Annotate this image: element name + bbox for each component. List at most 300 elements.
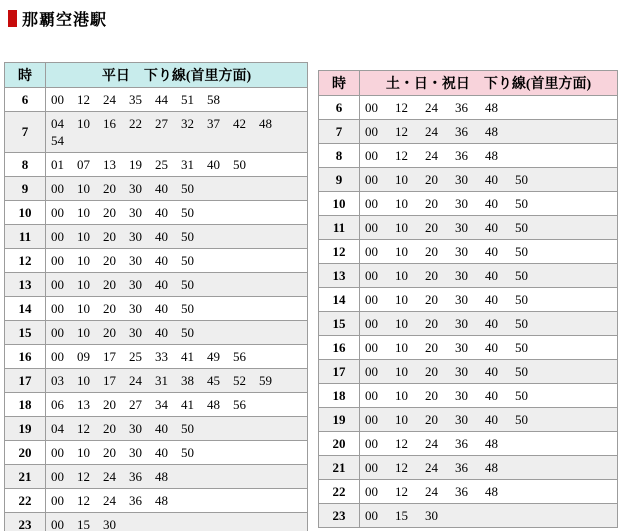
hour-cell: 23 xyxy=(5,513,46,531)
minute-value: 10 xyxy=(77,301,90,316)
table-row xyxy=(319,264,618,288)
minute-value: 00 xyxy=(51,205,64,220)
minute-value: 00 xyxy=(365,364,378,379)
table-row xyxy=(319,120,618,144)
minutes-cell xyxy=(46,88,308,112)
minute-value: 48 xyxy=(259,116,272,131)
table-row xyxy=(319,480,618,504)
minute-value: 20 xyxy=(103,205,116,220)
minutes-cell xyxy=(46,249,308,273)
minute-value: 12 xyxy=(395,436,408,451)
minute-value: 36 xyxy=(129,469,142,484)
hour-column-header: 時 xyxy=(319,71,360,96)
minute-value: 24 xyxy=(425,148,438,163)
minute-value: 10 xyxy=(395,292,408,307)
minutes-cell xyxy=(46,201,308,225)
minute-value: 48 xyxy=(485,460,498,475)
title-marker-icon xyxy=(8,10,17,27)
minute-value: 50 xyxy=(181,205,194,220)
hour-cell: 23 xyxy=(319,504,360,528)
minute-value: 30 xyxy=(129,445,142,460)
minute-value: 13 xyxy=(77,397,90,412)
minute-value: 00 xyxy=(51,181,64,196)
minute-value: 20 xyxy=(425,388,438,403)
minute-value: 48 xyxy=(155,493,168,508)
minute-value: 12 xyxy=(77,421,90,436)
table-row xyxy=(5,345,308,369)
minutes-cell xyxy=(360,504,618,528)
minute-value: 10 xyxy=(77,253,90,268)
minute-value: 20 xyxy=(103,445,116,460)
minute-value: 20 xyxy=(103,253,116,268)
minutes-cell xyxy=(46,393,308,417)
minute-value: 32 xyxy=(181,116,194,131)
station-title: 那覇空港駅 xyxy=(22,12,108,29)
minute-value: 24 xyxy=(103,469,116,484)
minute-value: 04 xyxy=(51,116,64,131)
minute-value: 54 xyxy=(51,133,64,148)
minute-value: 24 xyxy=(103,493,116,508)
hour-cell: 19 xyxy=(5,417,46,441)
hour-cell: 14 xyxy=(319,288,360,312)
minutes-cell xyxy=(360,312,618,336)
hour-column-header: 時 xyxy=(5,63,46,88)
minute-value: 48 xyxy=(155,469,168,484)
table-row xyxy=(5,177,308,201)
minute-value: 12 xyxy=(395,484,408,499)
table-row xyxy=(5,273,308,297)
minute-value: 10 xyxy=(395,388,408,403)
minute-value: 24 xyxy=(425,124,438,139)
table-row xyxy=(319,96,618,120)
minute-value: 00 xyxy=(365,148,378,163)
minute-value: 31 xyxy=(181,157,194,172)
minute-value: 40 xyxy=(155,229,168,244)
minute-value: 30 xyxy=(129,205,142,220)
hour-cell: 11 xyxy=(5,225,46,249)
minute-value: 36 xyxy=(455,484,468,499)
minute-value: 10 xyxy=(395,364,408,379)
minute-value: 00 xyxy=(365,316,378,331)
hour-cell: 19 xyxy=(319,408,360,432)
table-row xyxy=(5,465,308,489)
minutes-cell xyxy=(46,112,308,153)
minute-value: 27 xyxy=(155,116,168,131)
minute-value: 27 xyxy=(129,397,142,412)
holiday-header-row xyxy=(319,71,618,96)
table-row xyxy=(319,384,618,408)
minute-value: 00 xyxy=(51,517,64,531)
minute-value: 36 xyxy=(455,124,468,139)
minute-value: 59 xyxy=(259,373,272,388)
minute-value: 20 xyxy=(425,196,438,211)
table-row xyxy=(5,201,308,225)
table-row xyxy=(319,504,618,528)
table-row xyxy=(319,288,618,312)
minute-value: 16 xyxy=(103,116,116,131)
minute-value: 30 xyxy=(129,325,142,340)
minute-value: 40 xyxy=(485,172,498,187)
minute-value: 24 xyxy=(425,460,438,475)
table-row xyxy=(5,249,308,273)
minute-value: 40 xyxy=(155,421,168,436)
minute-value: 50 xyxy=(515,292,528,307)
minute-value: 10 xyxy=(77,116,90,131)
minute-value: 10 xyxy=(77,277,90,292)
minute-value: 24 xyxy=(103,92,116,107)
table-row xyxy=(5,417,308,441)
minute-value: 00 xyxy=(365,412,378,427)
table-row xyxy=(319,168,618,192)
table-row xyxy=(5,489,308,513)
minute-value: 00 xyxy=(365,460,378,475)
hour-cell: 9 xyxy=(319,168,360,192)
minute-value: 50 xyxy=(181,301,194,316)
minute-value: 25 xyxy=(129,349,142,364)
minute-value: 20 xyxy=(103,325,116,340)
minute-value: 40 xyxy=(485,220,498,235)
minutes-cell xyxy=(360,192,618,216)
hour-cell: 22 xyxy=(5,489,46,513)
minute-value: 22 xyxy=(129,116,142,131)
minute-value: 07 xyxy=(77,157,90,172)
minute-value: 30 xyxy=(455,340,468,355)
minutes-cell xyxy=(360,264,618,288)
holiday-table-body xyxy=(319,96,618,528)
hour-cell: 13 xyxy=(5,273,46,297)
minutes-cell xyxy=(46,345,308,369)
table-row xyxy=(319,336,618,360)
holiday-table-title: 土・日・祝日 下り線(首里方面) xyxy=(360,71,618,96)
minute-value: 48 xyxy=(207,397,220,412)
table-row xyxy=(319,240,618,264)
minute-value: 52 xyxy=(233,373,246,388)
minute-value: 00 xyxy=(51,469,64,484)
minutes-cell xyxy=(46,369,308,393)
holiday-timetable xyxy=(318,70,618,528)
minute-value: 50 xyxy=(181,421,194,436)
hour-cell: 20 xyxy=(5,441,46,465)
minute-value: 38 xyxy=(181,373,194,388)
minutes-cell xyxy=(360,144,618,168)
hour-cell: 20 xyxy=(319,432,360,456)
minute-value: 00 xyxy=(365,508,378,523)
minute-value: 12 xyxy=(395,124,408,139)
minutes-cell xyxy=(360,336,618,360)
minute-value: 00 xyxy=(365,340,378,355)
minute-value: 00 xyxy=(365,124,378,139)
minutes-cell xyxy=(360,168,618,192)
minute-value: 42 xyxy=(233,116,246,131)
minute-value: 00 xyxy=(51,229,64,244)
minute-value: 20 xyxy=(425,364,438,379)
minute-value: 10 xyxy=(77,205,90,220)
hour-cell: 13 xyxy=(319,264,360,288)
minute-value: 00 xyxy=(51,301,64,316)
minute-value: 17 xyxy=(103,373,116,388)
minute-value: 12 xyxy=(77,493,90,508)
minute-value: 50 xyxy=(515,268,528,283)
hour-cell: 10 xyxy=(5,201,46,225)
minute-value: 30 xyxy=(129,301,142,316)
table-row xyxy=(319,432,618,456)
minute-value: 30 xyxy=(103,517,116,531)
minute-value: 24 xyxy=(425,436,438,451)
minute-value: 10 xyxy=(395,316,408,331)
minute-value: 00 xyxy=(365,220,378,235)
minute-value: 40 xyxy=(485,340,498,355)
minute-value: 10 xyxy=(395,172,408,187)
minute-value: 25 xyxy=(155,157,168,172)
minute-value: 30 xyxy=(455,316,468,331)
minute-value: 50 xyxy=(515,196,528,211)
hour-cell: 8 xyxy=(319,144,360,168)
minute-value: 24 xyxy=(425,100,438,115)
minute-value: 50 xyxy=(515,244,528,259)
minute-value: 20 xyxy=(425,172,438,187)
minute-value: 20 xyxy=(425,412,438,427)
minutes-cell xyxy=(46,489,308,513)
minute-value: 37 xyxy=(207,116,220,131)
minute-value: 50 xyxy=(181,181,194,196)
hour-cell: 16 xyxy=(319,336,360,360)
minute-value: 50 xyxy=(181,445,194,460)
minute-value: 20 xyxy=(103,397,116,412)
minute-value: 30 xyxy=(455,412,468,427)
hour-cell: 12 xyxy=(319,240,360,264)
minutes-cell xyxy=(46,273,308,297)
minute-value: 06 xyxy=(51,397,64,412)
minutes-cell xyxy=(46,177,308,201)
hour-cell: 12 xyxy=(5,249,46,273)
table-row xyxy=(319,312,618,336)
minute-value: 12 xyxy=(77,92,90,107)
minute-value: 30 xyxy=(455,172,468,187)
table-row xyxy=(5,225,308,249)
minutes-cell xyxy=(46,225,308,249)
hour-cell: 10 xyxy=(319,192,360,216)
minute-value: 48 xyxy=(485,148,498,163)
hour-cell: 15 xyxy=(5,321,46,345)
minute-value: 15 xyxy=(77,517,90,531)
minute-value: 40 xyxy=(155,181,168,196)
minute-value: 10 xyxy=(395,196,408,211)
minute-value: 20 xyxy=(103,421,116,436)
weekday-table-title: 平日 下り線(首里方面) xyxy=(46,63,308,88)
minute-value: 00 xyxy=(51,92,64,107)
minute-value: 40 xyxy=(485,388,498,403)
minute-value: 00 xyxy=(51,493,64,508)
minute-value: 36 xyxy=(455,436,468,451)
minute-value: 36 xyxy=(455,460,468,475)
minute-value: 40 xyxy=(485,244,498,259)
minute-value: 00 xyxy=(51,253,64,268)
minute-value: 10 xyxy=(395,220,408,235)
minutes-cell xyxy=(360,456,618,480)
minutes-cell xyxy=(46,417,308,441)
minute-value: 20 xyxy=(425,340,438,355)
minute-value: 40 xyxy=(485,364,498,379)
minute-value: 10 xyxy=(395,412,408,427)
table-row xyxy=(319,216,618,240)
minute-value: 40 xyxy=(485,292,498,307)
minute-value: 10 xyxy=(77,229,90,244)
minutes-cell xyxy=(360,288,618,312)
minute-value: 12 xyxy=(395,460,408,475)
table-row xyxy=(5,321,308,345)
hour-cell: 16 xyxy=(5,345,46,369)
minute-value: 49 xyxy=(207,349,220,364)
minute-value: 20 xyxy=(425,244,438,259)
minute-value: 00 xyxy=(365,436,378,451)
minutes-cell xyxy=(360,432,618,456)
hour-cell: 15 xyxy=(319,312,360,336)
minutes-cell xyxy=(46,465,308,489)
hour-cell: 17 xyxy=(319,360,360,384)
minute-value: 50 xyxy=(515,316,528,331)
table-row xyxy=(319,192,618,216)
minutes-cell xyxy=(46,153,308,177)
minutes-cell xyxy=(360,96,618,120)
minute-value: 09 xyxy=(77,349,90,364)
minutes-cell xyxy=(46,441,308,465)
minute-value: 40 xyxy=(155,277,168,292)
minute-value: 00 xyxy=(365,196,378,211)
table-row xyxy=(319,456,618,480)
minute-value: 00 xyxy=(365,172,378,187)
minute-value: 20 xyxy=(425,268,438,283)
weekday-table-body xyxy=(5,88,308,531)
minute-value: 10 xyxy=(77,181,90,196)
hour-cell: 11 xyxy=(319,216,360,240)
minute-value: 10 xyxy=(77,373,90,388)
minute-value: 30 xyxy=(129,181,142,196)
table-row xyxy=(5,393,308,417)
minutes-cell xyxy=(360,120,618,144)
minute-value: 50 xyxy=(515,340,528,355)
minute-value: 01 xyxy=(51,157,64,172)
minute-value: 20 xyxy=(103,301,116,316)
minute-value: 00 xyxy=(365,268,378,283)
minute-value: 50 xyxy=(515,172,528,187)
minute-value: 33 xyxy=(155,349,168,364)
minute-value: 00 xyxy=(365,244,378,259)
minute-value: 24 xyxy=(129,373,142,388)
minute-value: 40 xyxy=(155,445,168,460)
minute-value: 45 xyxy=(207,373,220,388)
minute-value: 41 xyxy=(181,349,194,364)
minute-value: 00 xyxy=(365,292,378,307)
minute-value: 44 xyxy=(155,92,168,107)
minute-value: 50 xyxy=(181,277,194,292)
minute-value: 48 xyxy=(485,484,498,499)
minute-value: 48 xyxy=(485,124,498,139)
hour-cell: 18 xyxy=(319,384,360,408)
minutes-cell xyxy=(46,297,308,321)
minute-value: 41 xyxy=(181,397,194,412)
minute-value: 12 xyxy=(77,469,90,484)
minute-value: 20 xyxy=(103,181,116,196)
minute-value: 40 xyxy=(155,253,168,268)
table-row xyxy=(5,513,308,531)
minute-value: 20 xyxy=(425,316,438,331)
minute-value: 00 xyxy=(51,349,64,364)
minute-value: 40 xyxy=(485,268,498,283)
minutes-cell xyxy=(360,360,618,384)
minute-value: 50 xyxy=(515,364,528,379)
table-row xyxy=(5,88,308,112)
minute-value: 30 xyxy=(455,220,468,235)
minute-value: 19 xyxy=(129,157,142,172)
minute-value: 40 xyxy=(485,316,498,331)
table-row xyxy=(5,297,308,321)
minute-value: 48 xyxy=(485,436,498,451)
minute-value: 20 xyxy=(103,277,116,292)
minute-value: 03 xyxy=(51,373,64,388)
minute-value: 20 xyxy=(103,229,116,244)
minute-value: 30 xyxy=(455,364,468,379)
hour-cell: 6 xyxy=(5,88,46,112)
hour-cell: 21 xyxy=(319,456,360,480)
minute-value: 10 xyxy=(395,340,408,355)
minutes-cell xyxy=(360,408,618,432)
table-row xyxy=(5,153,308,177)
hour-cell: 9 xyxy=(5,177,46,201)
minutes-cell xyxy=(360,384,618,408)
minute-value: 00 xyxy=(51,445,64,460)
minute-value: 31 xyxy=(155,373,168,388)
minute-value: 40 xyxy=(155,205,168,220)
minute-value: 30 xyxy=(425,508,438,523)
hour-cell: 21 xyxy=(5,465,46,489)
minute-value: 50 xyxy=(515,220,528,235)
hour-cell: 8 xyxy=(5,153,46,177)
minute-value: 36 xyxy=(129,493,142,508)
table-row xyxy=(5,112,308,153)
hour-cell: 17 xyxy=(5,369,46,393)
minutes-cell xyxy=(46,513,308,531)
minute-value: 30 xyxy=(129,421,142,436)
minute-value: 00 xyxy=(365,388,378,403)
table-row xyxy=(319,408,618,432)
minute-value: 15 xyxy=(395,508,408,523)
minute-value: 20 xyxy=(425,220,438,235)
minute-value: 30 xyxy=(129,277,142,292)
minute-value: 56 xyxy=(233,397,246,412)
hour-cell: 18 xyxy=(5,393,46,417)
minute-value: 04 xyxy=(51,421,64,436)
minute-value: 40 xyxy=(485,196,498,211)
minute-value: 51 xyxy=(181,92,194,107)
minute-value: 17 xyxy=(103,349,116,364)
minute-value: 30 xyxy=(455,268,468,283)
minutes-cell xyxy=(360,480,618,504)
minute-value: 00 xyxy=(365,484,378,499)
hour-cell: 6 xyxy=(319,96,360,120)
table-row xyxy=(319,144,618,168)
minutes-cell xyxy=(360,240,618,264)
minute-value: 50 xyxy=(181,229,194,244)
minute-value: 10 xyxy=(77,325,90,340)
minute-value: 10 xyxy=(77,445,90,460)
minute-value: 40 xyxy=(207,157,220,172)
hour-cell: 14 xyxy=(5,297,46,321)
minute-value: 56 xyxy=(233,349,246,364)
table-row xyxy=(319,360,618,384)
minute-value: 50 xyxy=(181,253,194,268)
table-row xyxy=(5,441,308,465)
minute-value: 20 xyxy=(425,292,438,307)
